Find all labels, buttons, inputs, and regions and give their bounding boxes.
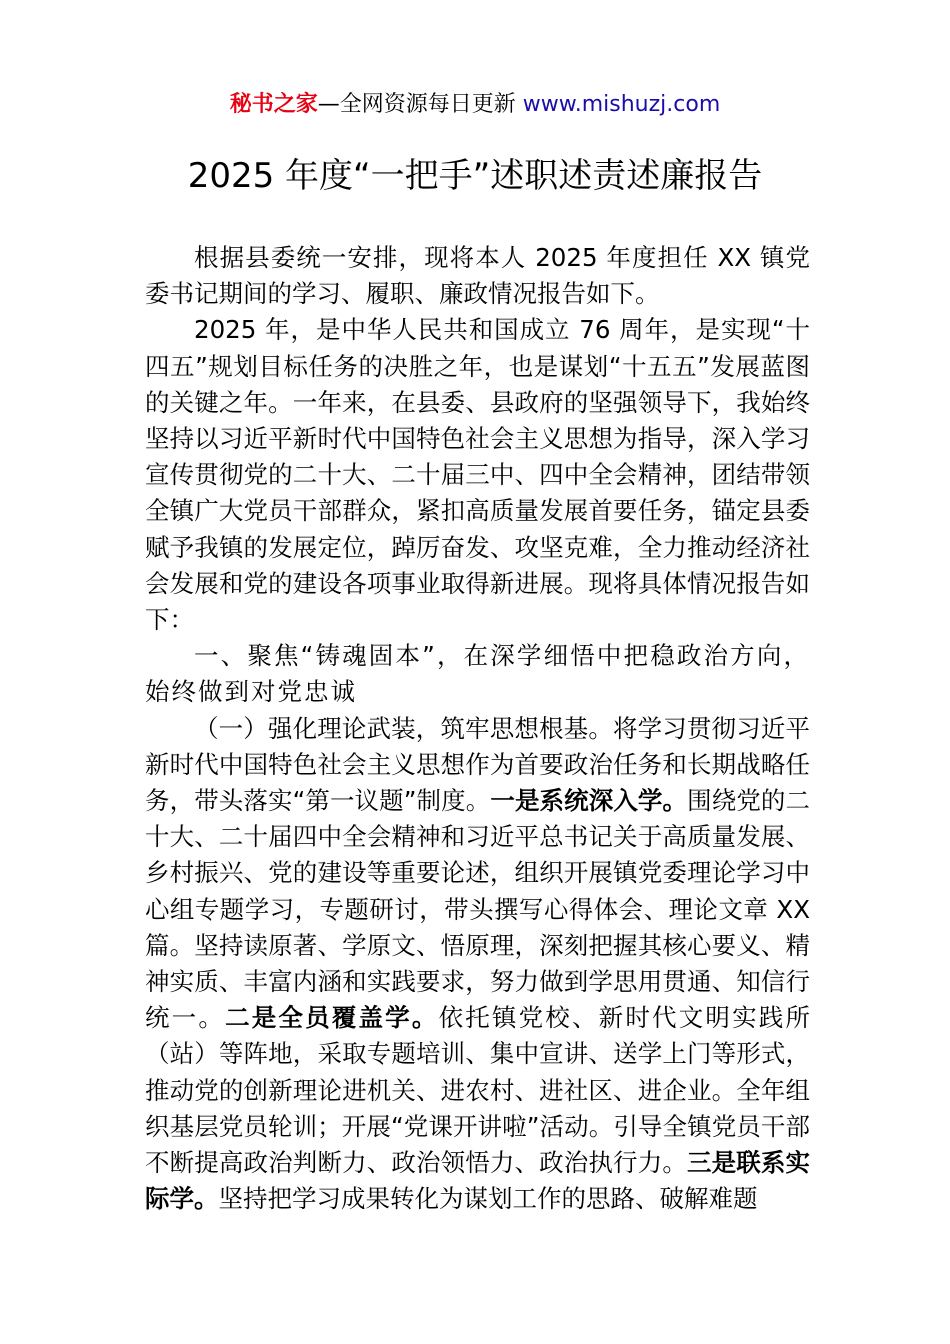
document-title: 2025 年度“一把手”述职述责述廉报告 <box>187 156 763 196</box>
point-3-text: 坚持把学习成果转化为谋划工作的思路、破解难题 <box>218 1184 758 1214</box>
section-heading-1: 一、聚焦“铸魂固本”，在深学细悟中把稳政治方向，始终做到对党忠诚 <box>145 641 810 707</box>
bold-point-2: 二是全员覆盖学。 <box>225 1003 439 1033</box>
point-1-text: 围绕党的二十大、二十届四中全会精神和习近平总书记关于高质量发展、乡村振兴、党的建设等重要论述，组织开展镇党委理论学习中心组专题学习，专题研讨，带头撰写心得体会、理论文章 XX 篇。坚持读原著、学原文、悟原理，深刻把握其核心要义、精神实质、丰富内涵和实践要求，努力做到学思用贯通、知信行统一。 <box>145 786 811 1033</box>
paragraph-overview: 2025 年，是中华人民共和国成立 76 周年，是实现“十四五”规划目标任务的决胜之年，也是谋划“十五五”发展蓝图的关键之年。一年来，在县委、县政府的坚强领导下，我始终坚持以习近平新时代中国特色社会主义思想为指导，深入学习宣传贯彻党的二十大、二十届三中、四中全会精神，团结带领全镇广大党员干部群众，紧扣高质量发展首要任务，锚定县委赋予我镇的发展定位，踔厉奋发、攻坚克难，全力推动经济社会发展和党的建设各项事业取得新进展。现将具体情况报告如下： <box>145 315 810 635</box>
site-brand: 秘书之家 <box>229 92 318 117</box>
document-body <box>145 240 810 1217</box>
bold-point-3: 三是联系实际学。 <box>145 1148 811 1214</box>
point-2-text: 依托镇党校、新时代文明实践所（站）等阵地，采取专题培训、集中宣讲、送学上门等形式，推动党的创新理论进机关、进农村、进社区、进企业。全年组织基层党员轮训；开展“党课开讲啦”活动。引导全镇党员干部不断提高政治判断力、政治领悟力、政治执行力。 <box>145 1003 810 1178</box>
paragraph-intro: 根据县委统一安排，现将本人 2025 年度担任 XX 镇党委书记期间的学习、履职、廉政情况报告如下。 <box>145 243 810 309</box>
site-url-link[interactable]: www.mishuzj.com <box>522 92 721 117</box>
site-tagline: —全网资源每日更新 <box>317 92 516 117</box>
site-header <box>0 88 950 122</box>
bold-point-1: 一是系统深入学。 <box>490 786 688 816</box>
subsection-intro: （一）强化理论武装，筑牢思想根基。将学习贯彻习近平新时代中国特色社会主义思想作为首要政治任务和长期战略任务，带头落实“第一议题”制度。 <box>145 713 810 816</box>
paragraph-theory-study <box>145 711 810 1218</box>
